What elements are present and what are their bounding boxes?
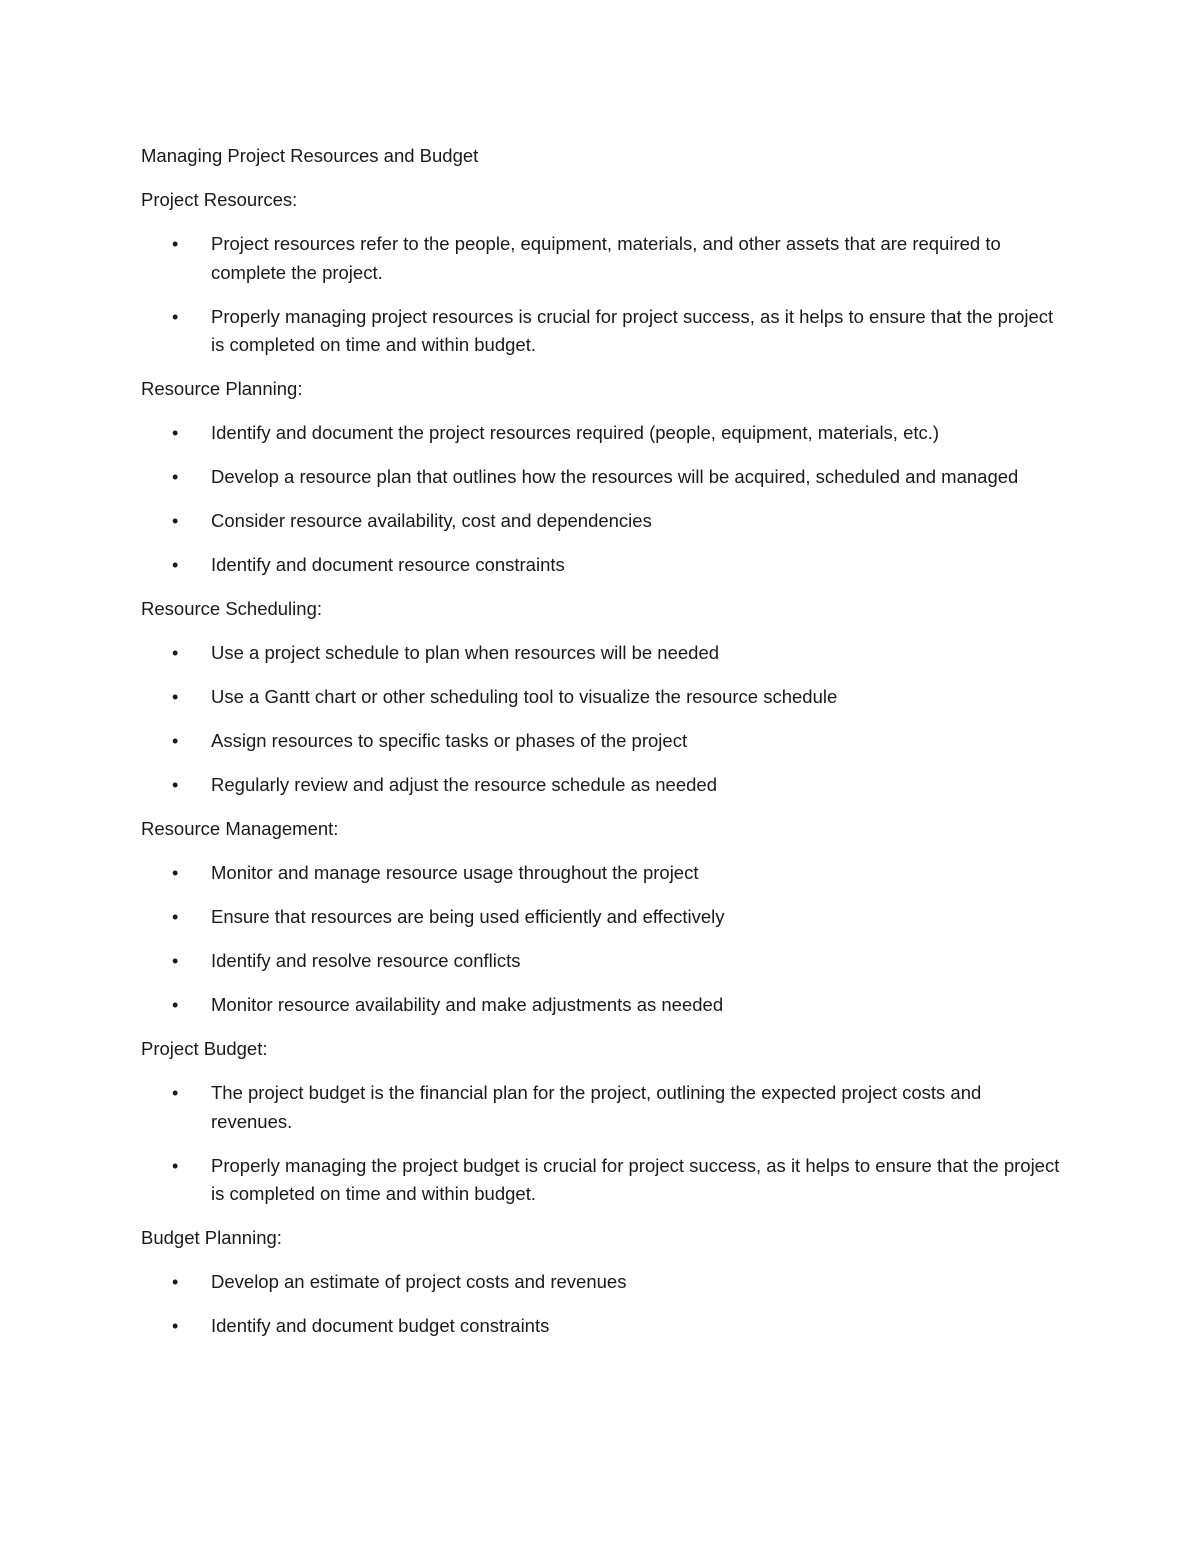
bullet-list xyxy=(141,859,1061,1020)
list-item-text: Develop an estimate of project costs and revenues xyxy=(211,1271,627,1292)
list-item xyxy=(141,727,1061,756)
bullet-list xyxy=(141,1268,1061,1341)
list-item xyxy=(141,419,1061,448)
section-heading: Resource Planning: xyxy=(141,378,303,399)
bullet-icon: • xyxy=(172,555,179,575)
bullet-icon: • xyxy=(172,423,179,443)
list-item-text: Monitor resource availability and make adjustments as needed xyxy=(211,994,724,1015)
list-item-text: The project budget is the financial plan for the project, outlining the expected project costs and revenues. xyxy=(211,1082,982,1132)
section-heading: Resource Management: xyxy=(141,818,339,839)
list-item xyxy=(141,947,1061,976)
list-item-text: Identify and document resource constraints xyxy=(211,554,565,575)
bullet-icon: • xyxy=(172,775,179,795)
bullet-icon: • xyxy=(172,731,179,751)
bullet-icon: • xyxy=(172,995,179,1015)
list-item xyxy=(141,771,1061,800)
list-item xyxy=(141,991,1061,1020)
bullet-icon: • xyxy=(172,907,179,927)
bullet-icon: • xyxy=(172,1316,179,1336)
list-item-text: Assign resources to specific tasks or phases of the project xyxy=(211,730,688,751)
list-item-text: Identify and document the project resources required (people, equipment, materials, etc.) xyxy=(211,422,940,443)
bullet-list xyxy=(141,230,1061,360)
list-item-text: Use a Gantt chart or other scheduling tool to visualize the resource schedule xyxy=(211,686,838,707)
section-heading: Project Resources: xyxy=(141,189,298,210)
list-item-text: Ensure that resources are being used efficiently and effectively xyxy=(211,906,725,927)
list-item-text: Consider resource availability, cost and dependencies xyxy=(211,510,652,531)
bullet-icon: • xyxy=(172,511,179,531)
list-item xyxy=(141,683,1061,712)
section-heading: Project Budget: xyxy=(141,1038,268,1059)
list-item-text: Project resources refer to the people, equipment, materials, and other assets that are required to complete the project. xyxy=(211,233,1001,283)
list-item xyxy=(141,639,1061,668)
bullet-icon: • xyxy=(172,306,179,327)
bullet-icon: • xyxy=(172,687,179,707)
sections-container xyxy=(141,186,1061,1341)
bullet-icon: • xyxy=(172,234,179,254)
bullet-icon: • xyxy=(172,1272,179,1292)
document-title: Managing Project Resources and Budget xyxy=(141,145,479,166)
list-item xyxy=(141,1268,1061,1297)
section-heading: Resource Scheduling: xyxy=(141,598,322,619)
bullet-icon: • xyxy=(172,863,179,883)
list-item xyxy=(141,230,1061,287)
list-item xyxy=(141,1312,1061,1341)
list-item xyxy=(141,859,1061,888)
list-item xyxy=(141,1079,1061,1136)
document-body xyxy=(141,142,1061,1356)
list-item-text: Identify and resolve resource conflicts xyxy=(211,950,521,971)
list-item-text: Properly managing the project budget is crucial for project success, as it helps to ensure that the project is completed on time and within budget. xyxy=(211,1154,1060,1204)
list-item-text: Identify and document budget constraints xyxy=(211,1315,550,1336)
bullet-list xyxy=(141,1079,1061,1209)
bullet-list xyxy=(141,639,1061,800)
bullet-icon: • xyxy=(172,1155,179,1176)
list-item xyxy=(141,507,1061,536)
list-item xyxy=(141,463,1061,492)
bullet-list xyxy=(141,419,1061,580)
list-item-text: Monitor and manage resource usage throughout the project xyxy=(211,862,699,883)
bullet-icon: • xyxy=(172,467,179,487)
list-item-text: Develop a resource plan that outlines how the resources will be acquired, scheduled and managed xyxy=(211,466,1019,487)
list-item-text: Use a project schedule to plan when resources will be needed xyxy=(211,642,720,663)
list-item xyxy=(141,303,1061,360)
bullet-icon: • xyxy=(172,1083,179,1103)
bullet-icon: • xyxy=(172,951,179,971)
bullet-icon: • xyxy=(172,643,179,663)
list-item-text: Regularly review and adjust the resource schedule as needed xyxy=(211,774,717,795)
list-item xyxy=(141,903,1061,932)
list-item xyxy=(141,551,1061,580)
list-item xyxy=(141,1152,1061,1209)
section-heading: Budget Planning: xyxy=(141,1227,282,1248)
list-item-text: Properly managing project resources is crucial for project success, as it helps to ensure that the project is completed on time and within budget. xyxy=(211,305,1054,355)
